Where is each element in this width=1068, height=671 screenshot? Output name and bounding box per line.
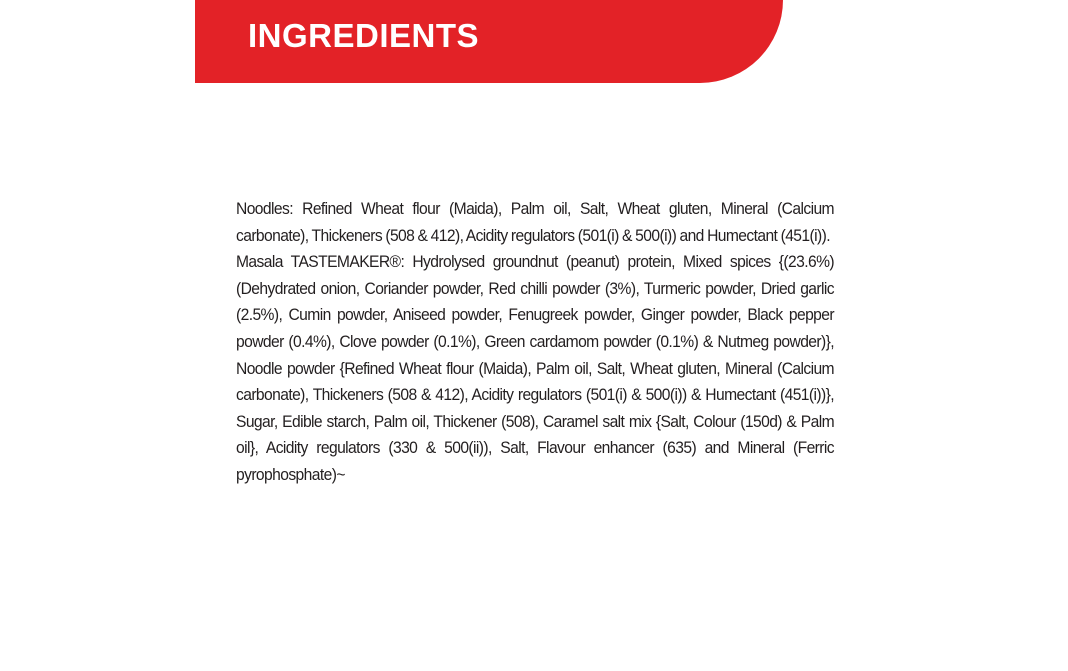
tastemaker-ingredients: Masala TASTEMAKER®: Hydrolysed groundnut (peanut) protein, Mixed spices {(23.6%) (Dehydrated onion, Coriander powder, Red chilli powder (3%), Turmeric powder, Dried garlic (2.5%), Cumin powder, Aniseed powder, Fenugreek powder, Ginger powder, Black pepper powder (0.4%), Clove powder (0.1%), Green cardamom powder (0.1%) & Nutmeg powder)}, Noodle powder {Refined Wheat flour (Maida), Palm oil, Salt, Wheat gluten, Mineral (Calcium carbonate), Thickeners (508 & 412), Acidity regulators (501(i) & 500(i)) & Humectant (451(i))}, Sugar, Edible starch, Palm oil, Thickener (508), Caramel salt mix {Salt, Colour (150d) & Palm oil}, Acidity regulators (330 & 500(ii)), Salt, Flavour enhancer (635) and Mineral (Ferric pyrophosphate)~	[236, 252, 834, 484]
ingredients-text-block	[236, 196, 834, 489]
noodles-ingredients: Noodles: Refined Wheat flour (Maida), Palm oil, Salt, Wheat gluten, Mineral (Calcium carbonate), Thickeners (508 & 412), Acidity regulators (501(i) & 500(i)) and Humectant (451(i)).	[236, 199, 834, 245]
ingredients-title: INGREDIENTS	[248, 17, 480, 54]
ingredients-header-banner	[195, 0, 783, 83]
